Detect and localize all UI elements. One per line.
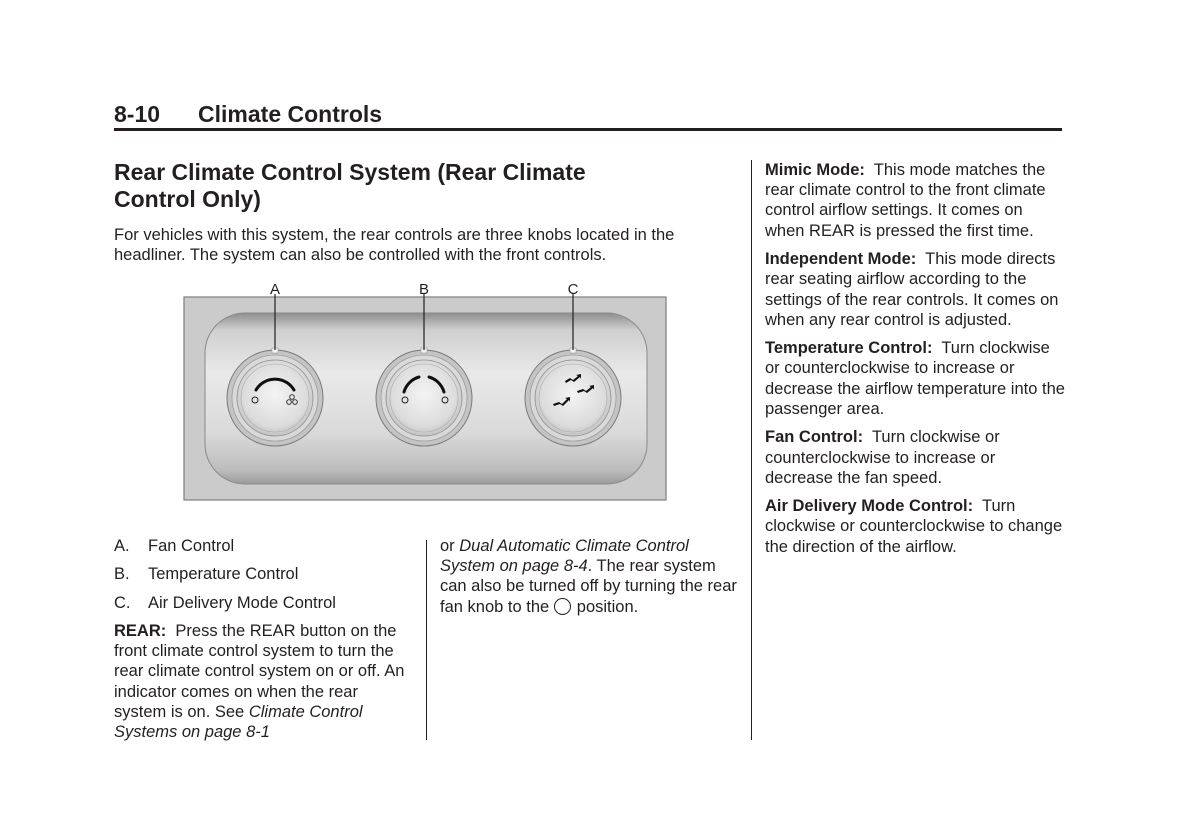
rear-climate-control-illustration — [183, 280, 668, 502]
mode-text: Turn clockwise or counterclockwise to change the direction of the airflow. — [765, 497, 1063, 556]
temperature-control-desc — [765, 338, 1065, 419]
mode-label: Mimic Mode: — [765, 161, 865, 179]
mode-text: This mode matches the rear climate control to the front climate control airflow settings. It comes on when REAR is pressed the first time. — [765, 161, 1046, 240]
mode-text: This mode directs rear seating airflow according to the settings of the rear controls. It comes on when any rear control is adjusted. — [765, 250, 1059, 329]
callout-a: A — [269, 281, 281, 298]
column-divider-1 — [426, 540, 427, 740]
mode-label: Air Delivery Mode Control: — [765, 497, 974, 516]
section-heading: Rear Climate Control System (Rear Climate Control Only) — [114, 159, 586, 212]
rear-cross-reference-1[interactable]: Climate Control Systems on page 8-1 — [114, 702, 363, 742]
legend-item-c — [114, 593, 414, 613]
mode-label: Independent Mode: — [765, 250, 917, 269]
rear-text: Press the REAR button on the front climate control system to turn the rear climate control system on or off. An indicator comes on when the rear system is on. See — [114, 622, 405, 721]
mode-label: Temperature Control: — [765, 339, 933, 358]
callout-b: B — [418, 281, 430, 298]
mode-text: Turn clockwise or counterclockwise to increase or decrease the airflow temperature into the passenger area. — [765, 339, 1065, 418]
fan-off-icon — [554, 598, 571, 615]
legend-label: Air Delivery Mode Control — [148, 593, 336, 612]
legend-key: A. — [114, 537, 130, 555]
rear-after-ref: . The rear system can also be turned off by turning the rear fan knob to the — [440, 557, 737, 616]
mode-independent — [765, 249, 1065, 330]
mode-label: Fan Control: — [765, 428, 864, 447]
modes-column — [765, 160, 1065, 565]
figure-legend — [114, 536, 414, 621]
legend-item-b — [114, 564, 414, 584]
rear-or: or — [440, 537, 455, 555]
legend-key: C. — [114, 593, 131, 612]
intro-paragraph — [114, 225, 714, 265]
page-header — [114, 101, 382, 128]
air-delivery-control-desc — [765, 496, 1065, 557]
page-section-title: Climate Controls — [198, 101, 383, 127]
header-rule — [114, 128, 1062, 131]
mode-text: Turn clockwise or counterclockwise to increase or decrease the fan speed. — [765, 428, 1000, 487]
rear-cross-reference-2[interactable]: Dual Automatic Climate Control System on page 8-4 — [440, 537, 689, 576]
legend-label: Fan Control — [148, 537, 235, 555]
legend-label: Temperature Control — [148, 565, 299, 584]
page-number: 8-10 — [114, 101, 161, 127]
rear-position: position. — [576, 597, 639, 616]
rear-label: REAR: — [114, 622, 167, 640]
legend-key: B. — [114, 565, 130, 584]
callout-c: C — [567, 281, 579, 298]
fan-control-desc — [765, 427, 1065, 488]
rear-paragraph-continued — [440, 536, 740, 617]
legend-item-a — [114, 536, 414, 556]
intro-text: For vehicles with this system, the rear controls are three knobs located in the headliner. The system can also be controlled with the front controls. — [114, 226, 675, 265]
column-divider-2 — [751, 160, 752, 740]
mode-mimic — [765, 160, 1065, 241]
rear-paragraph — [114, 621, 414, 742]
